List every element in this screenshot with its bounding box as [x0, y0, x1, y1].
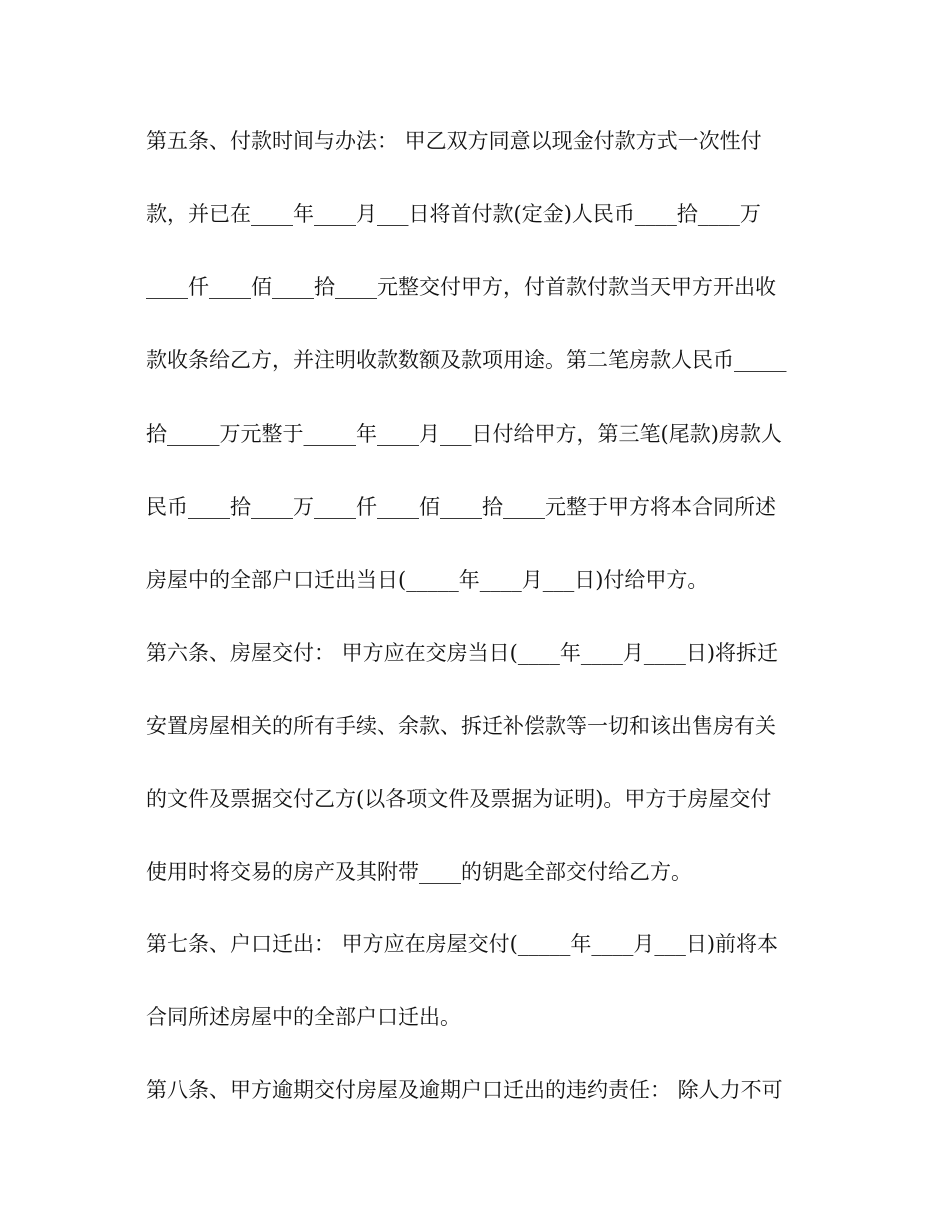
- text-line-7: 房屋中的全部户口迁出当日(_____年____月___日)付给甲方。: [146, 568, 709, 592]
- text-line-10: 的文件及票据交付乙方(以各项文件及票据为证明)。甲方于房屋交付: [146, 787, 772, 811]
- text-line-9: 安置房屋相关的所有手续、余款、拆迁补偿款等一切和该出售房有关: [146, 714, 776, 738]
- text-line-2: 款，并已在____年____月___日将首付款(定金)人民币____拾____万: [146, 202, 761, 226]
- text-line-5: 拾_____万元整于_____年____月___日付给甲方，第三笔(尾款)房款人: [146, 422, 782, 446]
- text-line-14: 第八条、甲方逾期交付房屋及逾期户口迁出的违约责任： 除人力不可: [146, 1078, 783, 1102]
- text-line-4: 款收条给乙方，并注明收款数额及款项用途。第二笔房款人民币_____: [146, 348, 787, 372]
- text-line-11: 使用时将交易的房产及其附带____的钥匙全部交付给乙方。: [146, 860, 692, 884]
- text-line-13: 合同所述房屋中的全部户口迁出。: [146, 1005, 461, 1029]
- text-line-6: 民币____拾____万____仟____佰____拾____元整于甲方将本合同所述: [146, 495, 776, 519]
- text-line-1: 第五条、付款时间与办法： 甲乙双方同意以现金付款方式一次性付: [146, 129, 762, 153]
- text-line-12: 第七条、户口迁出： 甲方应在房屋交付(_____年____月___日)前将本: [146, 932, 779, 956]
- text-line-8: 第六条、房屋交付： 甲方应在交房当日(____年____月____日)将拆迁: [146, 641, 779, 665]
- text-line-3: ____仟____佰____拾____元整交付甲方，付首款付款当天甲方开出收: [146, 275, 776, 299]
